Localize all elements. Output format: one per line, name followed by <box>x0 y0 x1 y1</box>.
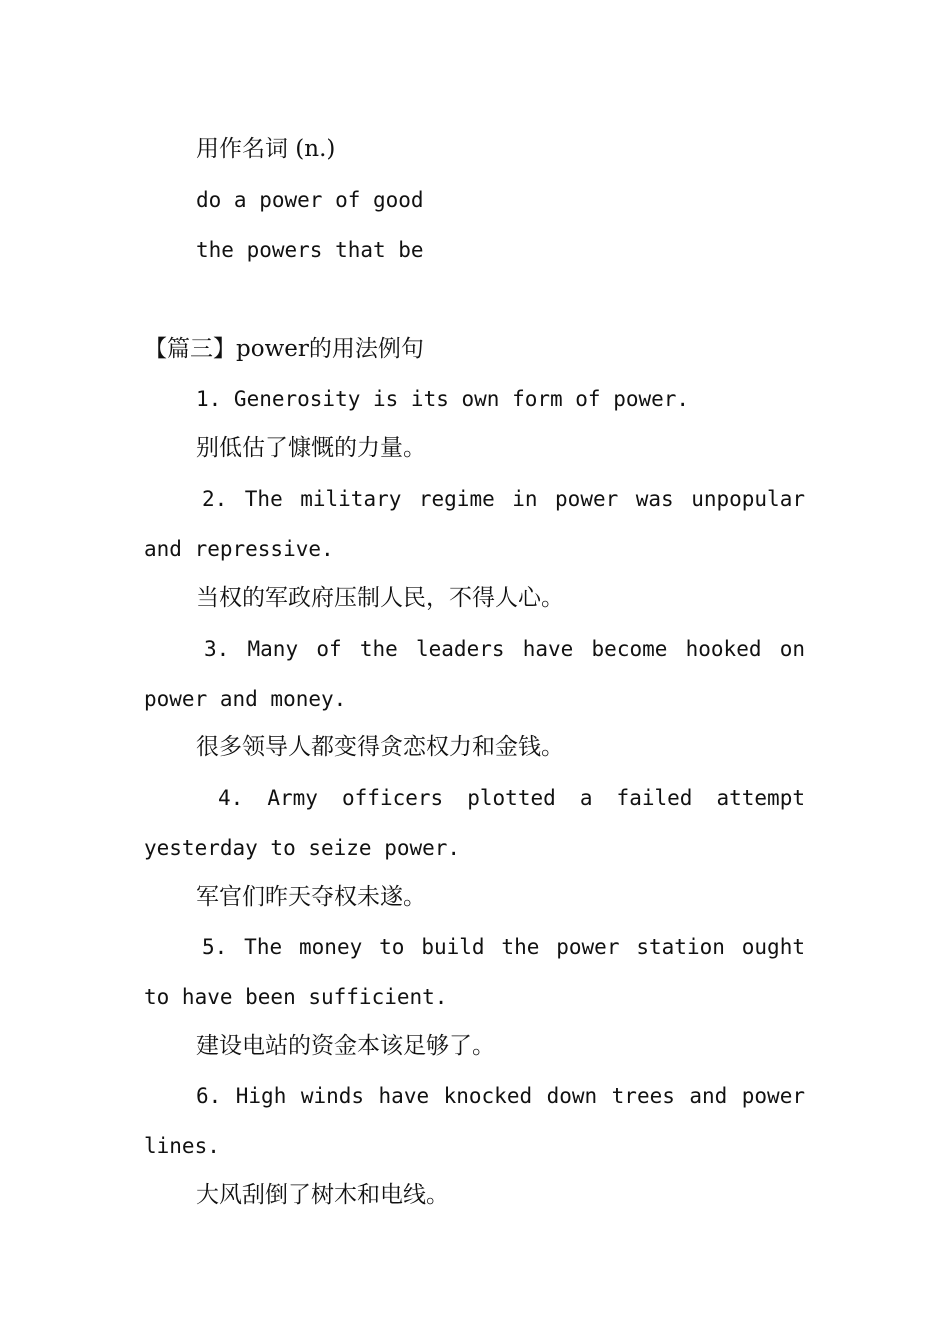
example-5-chinese: 建设电站的资金本该足够了。 <box>196 1033 495 1059</box>
example-2-chinese: 当权的军政府压制人民，不得人心。 <box>196 585 564 611</box>
example-4-chinese: 军官们昨天夺权未遂。 <box>196 884 426 910</box>
example-3-english-line1: 3. Many of the leaders have become hooked on <box>204 637 805 661</box>
phrase-do-a-power-of-good: do a power of good <box>196 188 424 212</box>
example-2-english-line1: 2. The military regime in power was unpopular <box>202 487 805 511</box>
example-4-english-line1: 4. Army officers plotted a failed attempt <box>218 786 805 810</box>
example-1-english: 1. Generosity is its own form of power. <box>196 387 690 411</box>
example-3-english-line2: power and money. <box>144 687 347 711</box>
example-4-english-line2: yesterday to seize power. <box>144 836 461 860</box>
example-1-chinese: 别低估了慷慨的力量。 <box>196 435 426 461</box>
example-5-english-line1: 5. The money to build the power station ought <box>202 935 805 959</box>
example-6-english-line2: lines. <box>144 1134 220 1158</box>
phrase-the-powers-that-be: the powers that be <box>196 238 424 262</box>
noun-usage-label: 用作名词 (n.) <box>196 136 336 162</box>
section-heading: 【篇三】power的用法例句 <box>144 336 424 362</box>
example-3-chinese: 很多领导人都变得贪恋权力和金钱。 <box>196 734 564 760</box>
example-5-english-line2: to have been sufficient. <box>144 985 448 1009</box>
example-2-english-line2: and repressive. <box>144 537 334 561</box>
example-6-english-line1: 6. High winds have knocked down trees and power <box>196 1084 805 1108</box>
example-6-chinese: 大风刮倒了树木和电线。 <box>196 1182 449 1208</box>
